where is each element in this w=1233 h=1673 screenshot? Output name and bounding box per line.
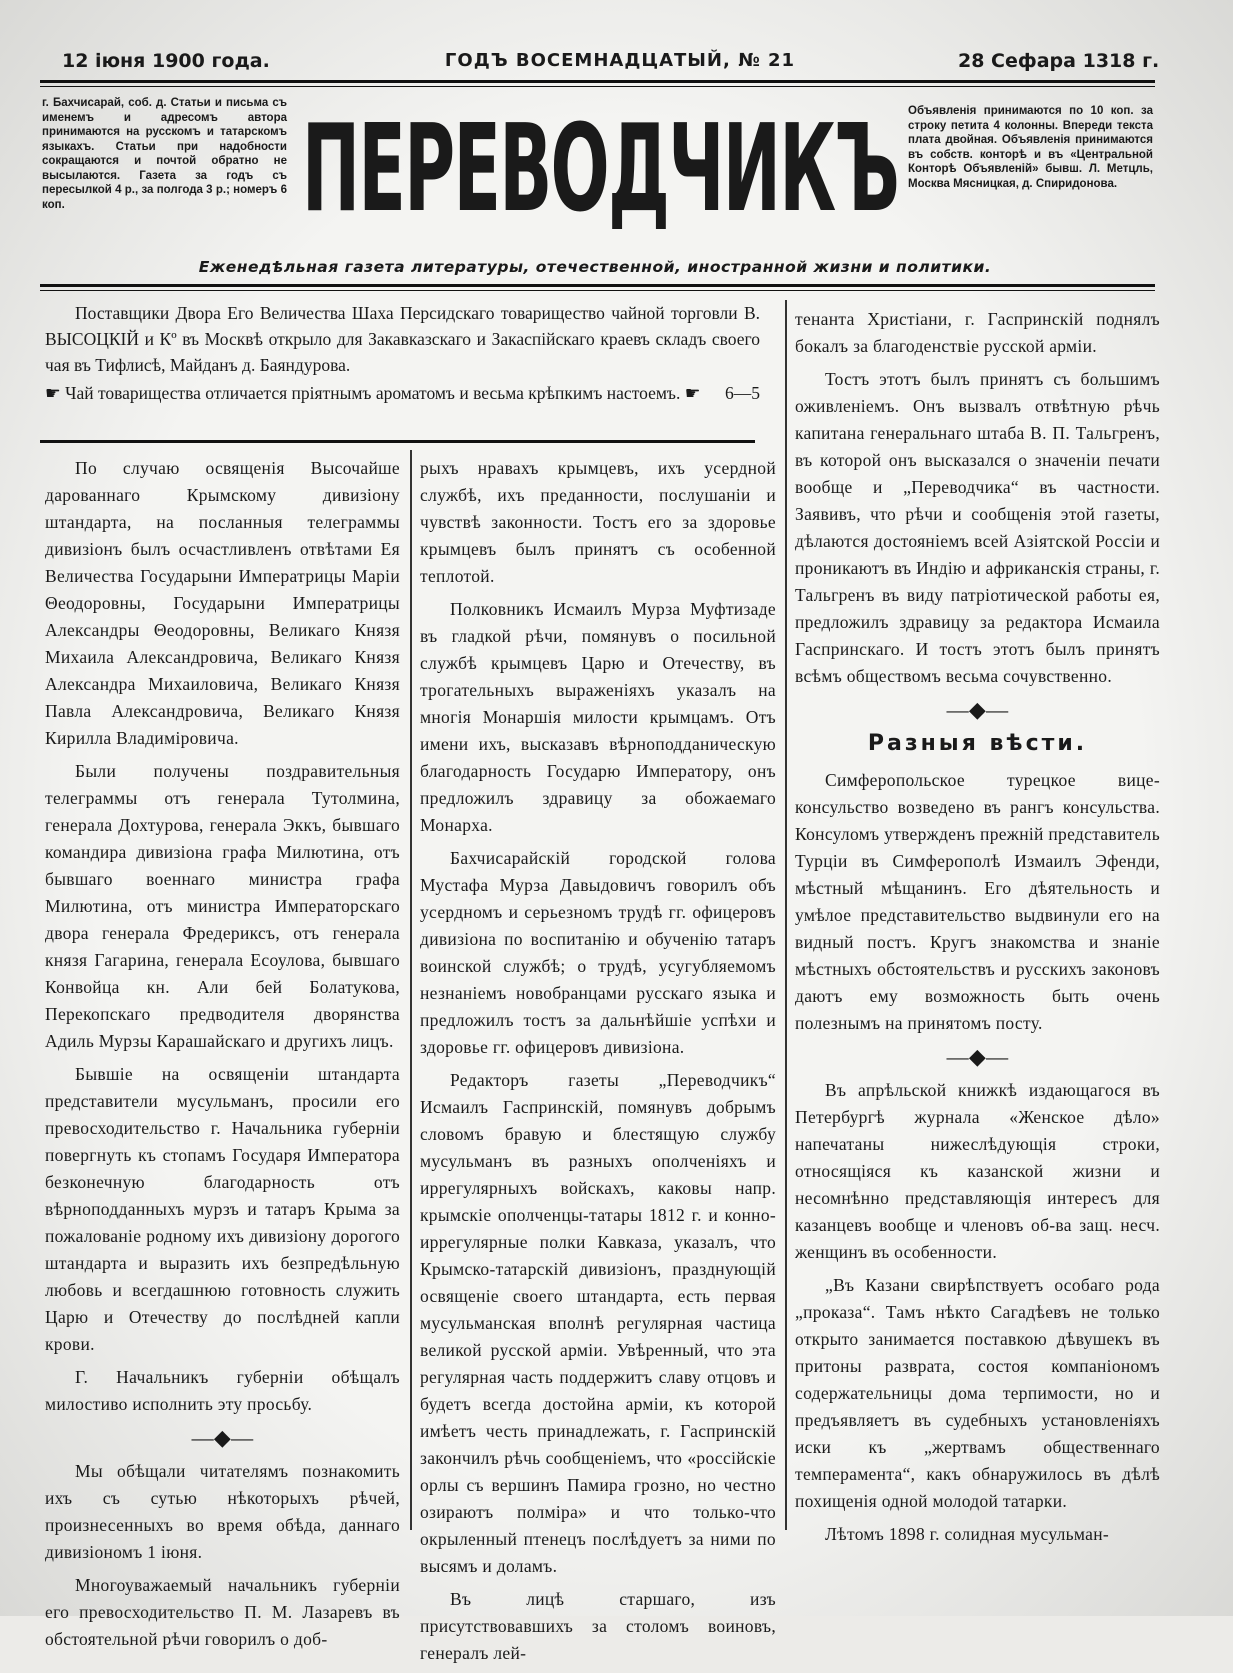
column-divider [410,450,412,1530]
separator-ornament: —◆— [946,1044,1009,1069]
advert-tagline: Чай товарищества отличается пріятнымъ ароматомъ и весьма крѣпкимъ настоемъ. [65,383,681,403]
paragraph: Въ апрѣльской книжкѣ издающагося въ Петербургѣ журнала «Женское дѣло» напечатаны нижеслѣдующія строки, относящіяся къ казанской жизни и несомнѣнно представляющія интересъ для казанцевъ вообще и членовъ об-ва защ. несч. женщинъ въ особенности. [795,1080,1160,1262]
paragraph: Бывшіе на освященіи штандарта представители мусульманъ, просили его превосходительство г. Начальника губерніи повергнуть къ стопамъ Государя Императора безконечную благодарность отъ вѣрноподданныхъ мурзъ и татаръ Крыма за пожалованіе родному ихъ дивизіону дорогого штандарта и выразить ихъ безпредѣльную любовь и всегдашнюю готовность служить Царю и Отечеству до послѣдней капли крови. [45,1064,400,1354]
column-divider [785,300,787,1530]
advertising-notice: Объявленія принимаются по 10 коп. за строку петита 4 колонны. Впереди текста плата двойная. Объявленія принимаются въ собств. конторѣ и въ «Центральной Конторѣ Объявленій» бывш. Л. Метцль, Москва Мясницкая, д. Спиридонова. [908,105,1153,190]
paragraph: По случаю освященія Высочайше дарованнаго Крымскому дивизіону штандарта, на посланныя телеграммы дивизіонъ былъ осчастливленъ отвѣтами Ея Величества Государыни Императрицы Маріи Θеодоровны, Государыни Императрицы Александры Θеодоровны, Великаго Князя Михаила Александровича, Великаго Князя Александра Михаиловича, Великаго Князя Павла Александровича, Великаго Князя Кирилла Владиміровича. [45,458,400,748]
section-heading: Разныя вѣсти. [867,731,1088,756]
paragraph: Редакторъ газеты „Переводчикъ“ Исмаилъ Гаспринскій, помянувъ добрымъ словомъ бравую и блестящую службу мусульманъ въ разныхъ ополченіяхъ и иррегулярныхъ войскахъ, каковы напр. крымскіе ополченцы-татары 1812 г. и конно-иррегулярные полки Кавказа, указалъ, что Крымско-татарскій дивизіонъ, празднующій освященіе своего штандарта, есть первая мусульманская вполнѣ регулярная частица великой русской арміи. Увѣренный, что эта регулярная часть поддержитъ славу отцовъ и будетъ всегда достойна арміи, къ которой имѣетъ честь принадлежать, г. Гаспринскій закончилъ рѣчь сообщеніемъ, что «россійскіе орлы съ вершинъ Памира грозно, но честно озираютъ полміра» и что только-что окрыленный птенецъ послѣдуетъ за ними по высямъ и доламъ. [420,1070,776,1576]
paragraph: Симферопольское турецкое вице-консульство возведено въ рангъ консульства. Консуломъ утвержденъ прежній представитель Турціи въ Симферополѣ Измаилъ Эфенди, мѣстный мѣщанинъ. Его дѣятельность и умѣлое представительство выдвинули его на видный постъ. Кругъ знакомства и знаніе мѣстныхъ обстоятельствъ и русскихъ законовъ даютъ ему возможность быть очень полезнымъ на принятомъ посту. [795,770,1160,1033]
subscription-notice: г. Бахчисарай, соб. д. Статьи и письма съ именемъ и адресомъ автора принимаются на русскомъ и татарскомъ языкахъ. Статьи при надобности сокращаются и почтой обратно не высылаются. Газета за годъ съ пересылкой 4 р., за полгода 3 р.; номеръ 6 коп. [42,97,287,211]
paragraph: Лѣтомъ 1898 г. солидная мусульман- [825,1524,1110,1544]
pointing-hand-icon: ☛ [684,383,701,403]
hijri-date: 28 Сефара 1318 г. [958,50,1160,72]
column-2 [420,455,776,1673]
paragraph: Полковникъ Исмаилъ Мурза Муфтизаде въ гладкой рѣчи, помянувъ о посильной службѣ крымцевъ Царю и Отечеству, въ трогательныхъ выраженіяхъ указалъ на многія Монаршія милости крымцамъ. Отъ имени ихъ, высказавъ вѣрноподданическую благодарность Государю Императору, онъ предложилъ здравицу за обожаемаго Монарха. [420,599,776,835]
paragraph: тенанта Христіани, г. Гаспринскій поднялъ бокалъ за благоденствіе русской арміи. [795,309,1160,356]
paragraph: Тостъ этотъ былъ принятъ съ большимъ оживленіемъ. Онъ вызвалъ отвѣтную рѣчь капитана генеральнаго штаба В. П. Тальгренъ, въ которой онъ высказался о значеніи печати вообще и „Переводчика“ въ частности. Заявивъ, что рѣчи и сообщенія этой газеты, дѣлаются достояніемъ всей Азіятской Россіи и проникаютъ въ Индію и африканскія страны, г. Тальгренъ въ виду патріотической работы ея, предложилъ здравицу за редактора Исмаила Гаспринскаго. И тостъ этотъ былъ принятъ всѣмъ обществомъ весьма сочувственно. [795,369,1160,686]
column-3 [795,306,1160,1554]
paragraph: Бахчисарайскій городской голова Мустафа Мурза Давыдовичъ говорилъ объ усердномъ и серьезномъ трудѣ гг. офицеровъ дивизіона по воспитанію и обученію татаръ воинской службѣ; о трудѣ, усугубляемомъ незнаніемъ новобранцами русскаго языка и предложилъ тостъ за дальнѣйшіе успѣхи и здоровье гг. офицеровъ дивизіона. [420,848,776,1057]
paragraph: Мы обѣщали читателямъ познакомить ихъ съ сутью нѣкоторыхъ рѣчей, произнесенныхъ во время обѣда, даннаго дивизіономъ 1 іюня. [45,1461,400,1562]
paragraph: Многоуважаемый начальникъ губерніи его превосходительство П. М. Лазаревъ въ обстоятельной рѣчи говорилъ о доб- [45,1575,400,1649]
header-rule [40,80,1155,83]
tea-advertisement [45,300,760,408]
paragraph: „Въ Казани свирѣпствуетъ особаго рода „проказа“. Тамъ нѣкто Сагадѣевъ не только открыто занимается поставкою дѣвушекъ въ притоны разврата, состоя компаніономъ содержательницы дома терпимости, но и предъявляетъ въ судебныхъ установленіяхъ иски къ „жертвамъ общественнаго темперамента“, какъ обнаружилось въ дѣлѣ похищенія одной молодой татарки. [795,1275,1160,1511]
paragraph: Г. Начальникъ губерніи обѣщалъ милостиво исполнить эту просьбу. [45,1367,400,1414]
paragraph: рыхъ нравахъ крымцевъ, ихъ усердной службѣ, ихъ преданности, послушаніи и чувствѣ законности. Тостъ его за здоровье крымцевъ былъ принятъ съ особенной теплотой. [420,458,776,586]
separator-ornament: —◆— [946,697,1009,722]
issue-date: 12 іюня 1900 года. [62,50,270,72]
column-1 [45,455,400,1659]
header-rule-thin [40,86,1155,87]
separator-ornament: —◆— [191,1425,254,1450]
newspaper-title-box [300,100,900,240]
advert-number: 6—5 [725,383,760,403]
subtitle-rule [40,284,1155,287]
paragraph: Въ лицѣ старшаго, изъ присутствовавшихъ за столомъ воиновъ, генералъ лей- [420,1589,776,1663]
advert-text: Поставщики Двора Его Величества Шаха Персидскаго товарищество чайной торговли В. ВЫСОЦКІЙ и Кº въ Москвѣ открыло для Закавказскаго и Закаспійскаго краевъ складъ своего чая въ Тифлисѣ, Майданъ д. Баяндурова. [45,303,760,375]
newspaper-subtitle: Еженедѣльная газета литературы, отечественной, иностранной жизни и политики. [198,258,992,276]
newspaper-title: ПЕРЕВОДЧИКЪ [301,100,899,239]
year-issue-number: ГОДЪ ВОСЕМНАДЦАТЫЙ, № 21 [444,50,796,71]
subtitle-rule-thin [40,290,1155,291]
paragraph: Были получены поздравительныя телеграммы отъ генерала Тутолмина, генерала Дохтурова, генерала Эккъ, бывшаго командира дивизіона графа Милютина, отъ бывшаго военнаго министра графа Милютина, отъ министра Императорскаго двора генерала Фредериксъ, отъ генерала князя Гагарина, генерала Есоулова, бывшаго Конвойца кн. Али бей Болатукова, Перекопскаго предводителя дворянства Адиль Мурзы Карашайскаго и другихъ лицъ. [45,761,400,1051]
pointing-hand-icon: ☛ [45,383,61,403]
advert-tagline-line [45,380,760,406]
advert-rule [40,440,755,443]
